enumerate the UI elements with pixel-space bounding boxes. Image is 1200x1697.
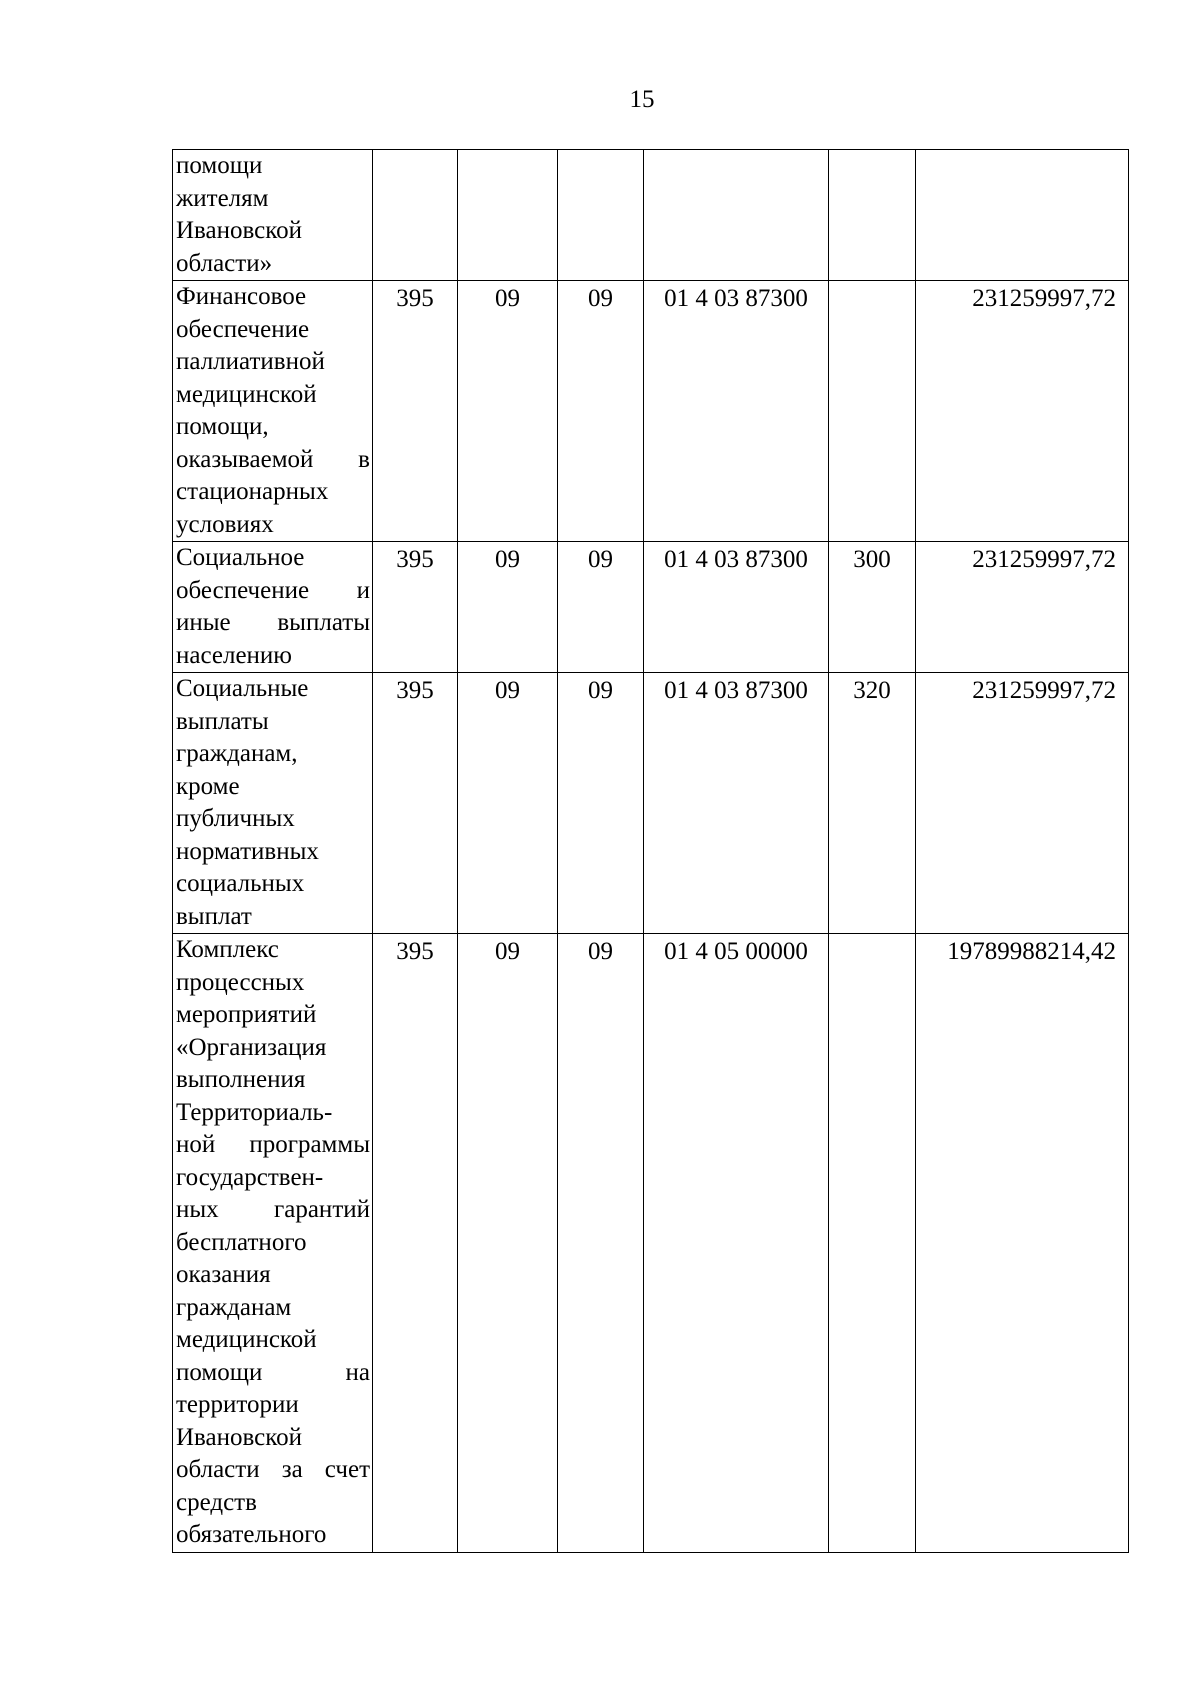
name-line: стационарных: [176, 478, 329, 505]
name-line: обеспечение и: [176, 576, 370, 604]
cell-subsection: [558, 150, 644, 281]
name-line: оказания: [176, 1261, 271, 1288]
cell-admin: 395: [373, 281, 458, 542]
name-line: иные выплаты: [176, 609, 370, 636]
name-line: нормативных: [176, 837, 319, 865]
table-row: [173, 673, 1129, 934]
name-line: государствен-: [176, 1163, 324, 1191]
name-line: гражданам,: [176, 740, 298, 767]
cell-section: [458, 150, 558, 281]
name-line: «Организация: [176, 1033, 327, 1061]
cell-section: 09: [458, 542, 558, 673]
cell-section: 09: [458, 673, 558, 934]
cell-section: 09: [458, 934, 558, 1553]
name-line: Финансовое: [176, 283, 307, 310]
table-row: [173, 281, 1129, 542]
name-line: паллиативной: [176, 348, 325, 375]
name-line: Социальные: [176, 675, 309, 702]
cell-name: [173, 281, 373, 542]
name-line: средств: [176, 1488, 257, 1516]
cell-subsection: 09: [558, 542, 644, 673]
cell-section: 09: [458, 281, 558, 542]
table-row: [173, 150, 1129, 281]
name-line: выплат: [176, 902, 252, 930]
cell-name: [173, 542, 373, 673]
cell-expense-type: 300: [829, 542, 916, 673]
name-line: Территориаль-: [176, 1098, 333, 1126]
name-line: выполнения: [176, 1066, 306, 1093]
name-line: области за счет: [176, 1456, 370, 1483]
name-line: бесплатного: [176, 1228, 307, 1256]
name-line: помощи: [176, 152, 263, 179]
name-line: гражданам: [176, 1293, 292, 1321]
budget-table: [172, 149, 1129, 1553]
name-line: процессных: [176, 968, 305, 996]
name-line: помощи на: [176, 1358, 370, 1386]
name-line: оказываемой в: [176, 445, 370, 473]
table-row: [173, 542, 1129, 673]
name-line: обязательного: [176, 1521, 327, 1548]
name-line: жителям: [176, 184, 269, 212]
name-line: населению: [176, 641, 292, 669]
cell-amount: 231259997,72: [916, 673, 1129, 934]
name-line: мероприятий: [176, 1001, 317, 1028]
cell-target: 01 4 03 87300: [644, 542, 829, 673]
cell-target: 01 4 05 00000: [644, 934, 829, 1553]
name-line: ных гарантий: [176, 1196, 370, 1223]
name-line: Социальное: [176, 544, 305, 571]
name-line: Ивановской: [176, 1423, 303, 1451]
name-line: публичных: [176, 805, 295, 832]
cell-admin: [373, 150, 458, 281]
name-line: обеспечение: [176, 315, 310, 343]
cell-expense-type: [829, 934, 916, 1553]
cell-admin: 395: [373, 934, 458, 1553]
name-line: условиях: [176, 510, 274, 538]
cell-amount: 19789988214,42: [916, 934, 1129, 1553]
cell-subsection: 09: [558, 281, 644, 542]
name-line: территории: [176, 1391, 299, 1418]
name-line: медицинской: [176, 380, 317, 408]
name-line: кроме: [176, 772, 240, 800]
cell-amount: 231259997,72: [916, 542, 1129, 673]
cell-subsection: 09: [558, 934, 644, 1553]
name-line: медицинской: [176, 1326, 317, 1353]
cell-amount: [916, 150, 1129, 281]
cell-name: [173, 673, 373, 934]
cell-target: 01 4 03 87300: [644, 673, 829, 934]
cell-admin: 395: [373, 542, 458, 673]
cell-expense-type: [829, 281, 916, 542]
name-line: Комплекс: [176, 936, 279, 963]
page-number: 15: [629, 86, 655, 113]
name-line: выплаты: [176, 707, 269, 735]
cell-amount: 231259997,72: [916, 281, 1129, 542]
cell-subsection: 09: [558, 673, 644, 934]
name-line: области»: [176, 249, 273, 277]
cell-target: 01 4 03 87300: [644, 281, 829, 542]
name-line: Ивановской: [176, 217, 303, 244]
cell-expense-type: 320: [829, 673, 916, 934]
name-line: помощи,: [176, 413, 269, 440]
name-line: социальных: [176, 870, 305, 897]
cell-admin: 395: [373, 673, 458, 934]
cell-expense-type: [829, 150, 916, 281]
name-line: ной программы: [176, 1131, 370, 1158]
cell-target: [644, 150, 829, 281]
cell-name: [173, 150, 373, 281]
cell-name: [173, 934, 373, 1553]
table-row: [173, 934, 1129, 1553]
